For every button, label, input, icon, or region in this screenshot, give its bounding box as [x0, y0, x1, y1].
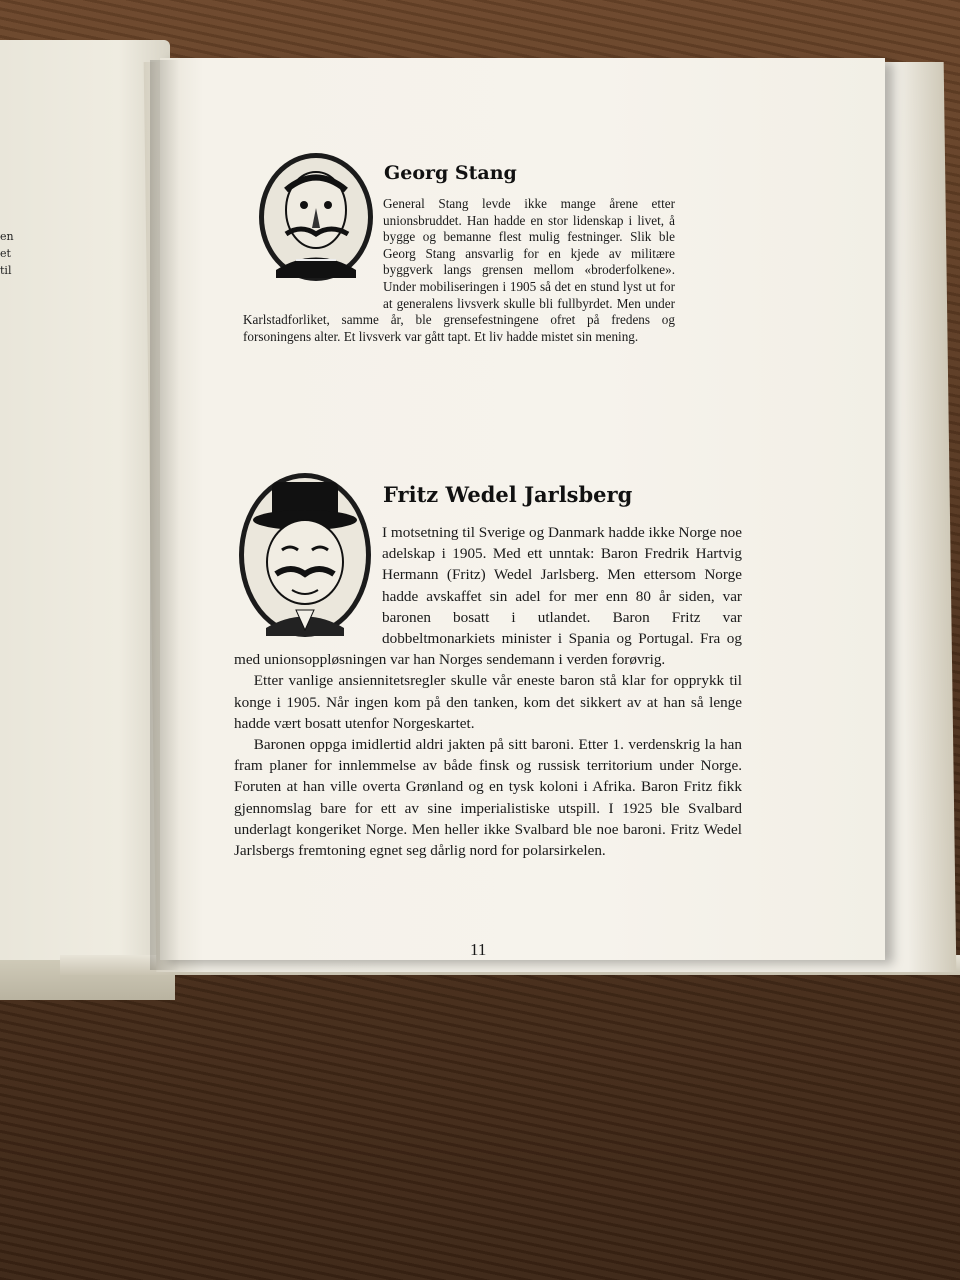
entry-paragraph: I motsetning til Sverige og Danmark hadde ikke Norge noe adelskap i 1905. Med ett unntak: Baron Fredrik Hartvig Hermann (Fritz) Wedel Jarlsberg. Men ettersom Norge hadde avskaffet sin adel for mer enn 80 år siden, var baronen bosatt i utlandet. Baron Fritz var dobbeltmonarkiets minister i Spania og Portugal. Fra og med unionsoppløsningen var han Norges sendemann i verden forøvrig. [234, 524, 742, 669]
edge-text-line: et [0, 247, 11, 260]
entry-paragraph: Baronen oppga imidlertid aldri jakten på sitt baroni. Etter 1. verdenskrig la han fram planer for innlemmelse av både finsk og russisk territorium under Norge. Foruten at han ville overta Grønland og en tysk koloni i Afrika. Baron Fritz fikk gjennomslag bare for ett av sine imperialistiske utspill. I 1925 ble Svalbard underlagt kongeriket Norge. Men heller ikke Svalbard ble noe baroni. Fritz Wedel Jarlsbergs fremtoning egnet seg dårlig nord for polarsirkelen. [234, 736, 742, 860]
entry-name: Fritz Wedel Jarlsberg [383, 482, 633, 507]
entry-name: Georg Stang [384, 162, 517, 184]
entry-paragraph: Etter vanlige ansiennitetsregler skulle vår eneste baron stå klar for opprykk til konge i 1905. Når ingen kom på den tanken, kom det sikkert av at han så lenge hadde vært bosatt utenfor Norgeskartet. [234, 672, 742, 732]
left-page-edge-text [0, 228, 14, 279]
portrait-wrap-spacer [234, 522, 382, 644]
edge-text-line: en [0, 230, 14, 243]
entry-text [234, 522, 742, 861]
entry-paragraph: General Stang levde ikke mange årene etter unionsbruddet. Han hadde en stor lidenskap i livet, å bygge og bemanne flest mulig festninger. Slik ble Georg Stang ansvarlig for en kjede av militære byggverk langs grensen mellom «broderfolkene». Under mobiliseringen i 1905 så det en stund lyst ut for at generalens livsverk skulle bli fullbyrdet. Men under Karlstadforliket, samme år, ble grensefestningene ofret på fredens og forsoningens alter. Et livsverk var gått tapt. Et liv hadde mistet sin mening. [243, 196, 675, 344]
edge-text-line: til [0, 264, 12, 277]
book-gutter [150, 60, 180, 970]
portrait-wrap-spacer [243, 196, 383, 300]
entry-text [243, 196, 675, 345]
page-number: 11 [470, 940, 487, 959]
